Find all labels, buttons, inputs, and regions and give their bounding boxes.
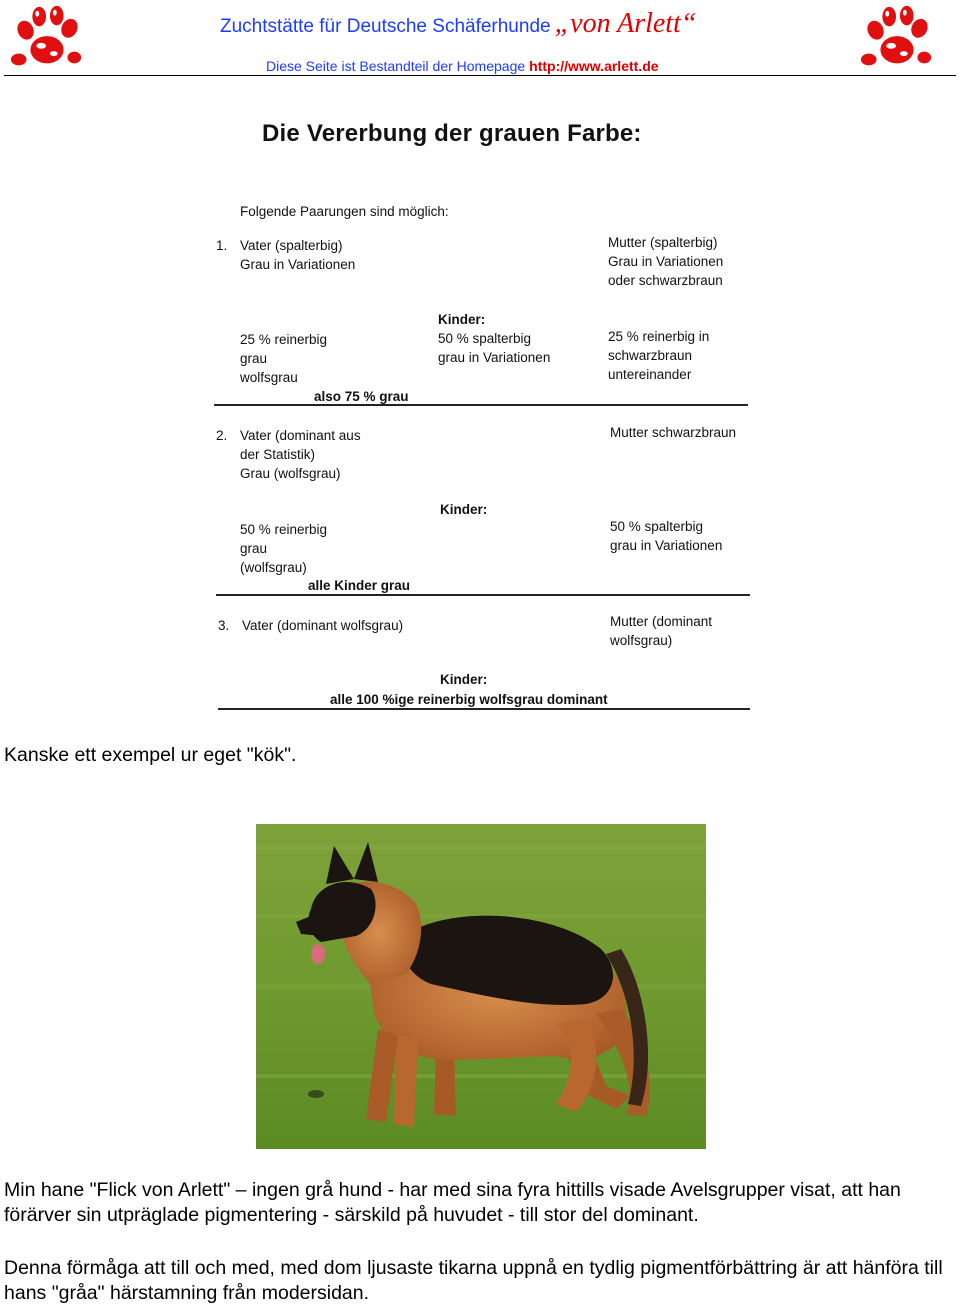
- site-title: [220, 8, 696, 40]
- case3-rule: [218, 708, 750, 710]
- case2-left-2: grau: [240, 541, 268, 556]
- subline-text: Diese Seite ist Bestandteil der Homepage: [266, 58, 526, 74]
- case2-left-1: 50 % reinerbig: [240, 522, 328, 537]
- case1-kids-label: Kinder:: [438, 312, 486, 327]
- case1-left-2: grau: [240, 351, 268, 366]
- case1-right-2: schwarzbraun: [608, 348, 693, 363]
- figure-title: Die Vererbung der grauen Farbe:: [262, 120, 642, 147]
- case2-kids-label: Kinder:: [440, 502, 488, 517]
- case2-father-3: Grau (wolfsgrau): [240, 466, 341, 481]
- case1-kids-mid-2: grau in Variationen: [438, 350, 551, 365]
- case3-kids-label: Kinder:: [440, 672, 488, 687]
- case3-father-1: Vater (dominant wolfsgrau): [242, 618, 404, 633]
- case1-rule: [214, 404, 748, 406]
- paw-print-icon: [858, 2, 936, 76]
- case1-mother-1: Mutter (spalterbig): [608, 235, 718, 250]
- header-divider: [4, 75, 956, 76]
- homepage-link[interactable]: http://www.arlett.de: [529, 58, 659, 74]
- case1-father-1: Vater (spalterbig): [240, 238, 343, 253]
- case2-rule: [216, 594, 750, 596]
- case3-number: 3.: [218, 618, 230, 633]
- paragraph-1: Min hane "Flick von Arlett" – ingen grå hund - har med sina fyra hittills visade Avelsgrupper visat, att han förärver sin utpräglade pigmentering - särskild på huvudet - till stor del dominant.: [4, 1179, 901, 1226]
- case2-summary: alle Kinder grau: [308, 578, 411, 593]
- case2-left-3: (wolfsgrau): [240, 560, 307, 575]
- case2-right-1: 50 % spalterbig: [610, 519, 704, 534]
- photo-caption: Kanske ett exempel ur eget "kök".: [4, 744, 297, 766]
- case1-right-1: 25 % reinerbig in: [608, 329, 710, 344]
- case2-mother-1: Mutter schwarzbraun: [610, 425, 737, 440]
- kennel-name: „von Arlett“: [554, 8, 697, 39]
- case1-number: 1.: [216, 238, 228, 253]
- case3-mother-2: wolfsgrau): [610, 633, 673, 648]
- case1-left-3: wolfsgrau: [240, 370, 298, 385]
- case1-summary: also 75 % grau: [314, 389, 409, 404]
- case2-right-2: grau in Variationen: [610, 538, 723, 553]
- case2-father-1: Vater (dominant aus: [240, 428, 361, 443]
- case3-mother-1: Mutter (dominant: [610, 614, 713, 629]
- inheritance-figure: [212, 118, 752, 718]
- case2-father-2: der Statistik): [240, 447, 316, 462]
- case1-left-1: 25 % reinerbig: [240, 332, 328, 347]
- paw-print-icon: [8, 2, 86, 76]
- figure-intro: Folgende Paarungen sind möglich:: [240, 204, 449, 219]
- header-subline: [266, 58, 659, 74]
- case2-number: 2.: [216, 428, 228, 443]
- paragraph-2: Denna förmåga att till och med, med dom ljusaste tikarna uppnå en tydlig pigmentförbättring är att hänföra till hans "gråa" härstamning från modersidan.: [4, 1257, 943, 1304]
- case1-mother-2: Grau in Variationen: [608, 254, 724, 269]
- case1-mother-3: oder schwarzbraun: [608, 273, 723, 288]
- case1-kids-mid-1: 50 % spalterbig: [438, 331, 532, 346]
- case3-summary: alle 100 %ige reinerbig wolfsgrau dominant: [330, 692, 608, 707]
- site-title-text: Zuchtstätte für Deutsche Schäferhunde: [220, 16, 551, 37]
- case1-father-2: Grau in Variationen: [240, 257, 356, 272]
- case1-right-3: untereinander: [608, 367, 692, 382]
- dog-photo: [256, 824, 706, 1149]
